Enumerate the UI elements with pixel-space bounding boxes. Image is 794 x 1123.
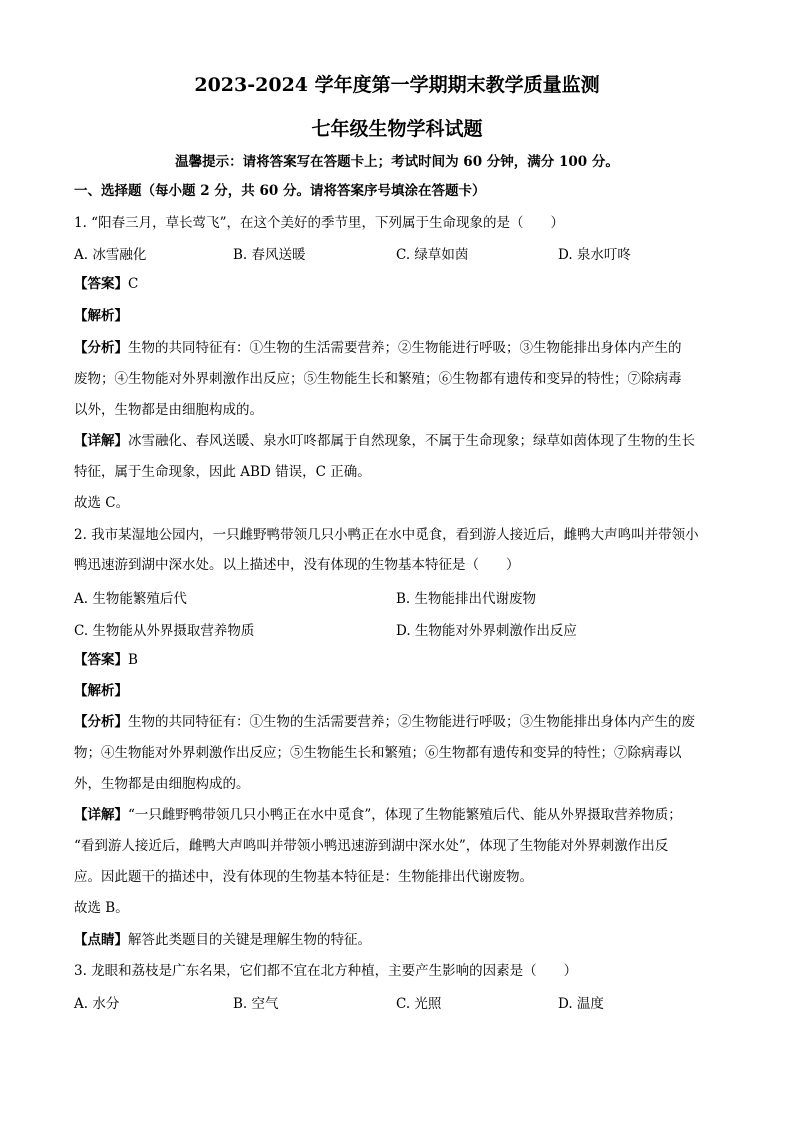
- q2-stem-2: 鸭迅速游到湖中深水处。以上描述中，没有体现的生物基本特征是（ ）: [74, 557, 520, 573]
- q2-fenxi-3: 外，生物都是由细胞构成的。: [74, 776, 250, 792]
- q3-option-d: D. 温度: [558, 996, 604, 1012]
- q2-answer: [74, 650, 722, 670]
- answer-tag: 【答案】: [74, 652, 128, 668]
- q2-xiangjie-2: “看到游人接近后，雌鸭大声鸣叫并带领小鸭迅速游到湖中深水处”，体现了生物能对外界刺激作出反: [74, 838, 669, 854]
- q1-option-d: D. 泉水叮咚: [558, 247, 631, 263]
- q2-stem-1: 2. 我市某湿地公园内，一只雌野鸭带领几只小鸭正在水中觅食，看到游人接近后，雌鸭大声鸣叫并带领小: [74, 527, 699, 543]
- fenxi-tag: 【分析】: [74, 714, 128, 730]
- q1-conclusion: 故选 C。: [74, 495, 130, 511]
- q1-option-a: A. 冰雪融化: [74, 247, 147, 263]
- fenxi-text: 生物的共同特征有：①生物的生活需要营养；②生物能进行呼吸；③生物能排出身体内产生的废: [128, 714, 695, 730]
- q2-xiangjie-3: 应。因此题干的描述中，没有体现的生物基本特征是：生物能排出代谢废物。: [74, 869, 533, 885]
- exam-notice: 温馨提示：请将答案写在答题卡上；考试时间为 60 分钟，满分 100 分。: [175, 154, 619, 170]
- section-heading: 一、选择题（每小题 2 分，共 60 分。请将答案序号填涂在答题卡）: [74, 183, 486, 199]
- q2-xiangjie-1: [74, 805, 722, 825]
- q1-option-b: B. 春风送暖: [233, 247, 306, 263]
- answer-value: C: [128, 276, 139, 292]
- fenxi-text: 生物的共同特征有：①生物的生活需要营养；②生物能进行呼吸；③生物能排出身体内产生的: [128, 340, 682, 356]
- q3-option-c: C. 光照: [396, 996, 442, 1012]
- q3-option-b: B. 空气: [233, 996, 279, 1012]
- q1-fenxi-3: 以外，生物都是由细胞构成的。: [74, 402, 263, 418]
- q2-fenxi-1: [74, 712, 722, 732]
- q1-stem: 1. “阳春三月，草长莺飞”，在这个美好的季节里，下列属于生命现象的是（ ）: [74, 215, 564, 231]
- xiangjie-text: “一只雌野鸭带领几只小鸭正在水中觅食”，体现了生物能繁殖后代、能从外界摄取营养物质；: [128, 807, 682, 823]
- xiangjie-tag: 【详解】: [74, 433, 128, 449]
- q1-xiangjie-2: 特征，属于生命现象，因此 ABD 错误，C 正确。: [74, 464, 371, 480]
- q2-option-d: D. 生物能对外界刺激作出反应: [396, 623, 577, 639]
- xiangjie-text: 冰雪融化、春风送暖、泉水叮咚都属于自然现象，不属于生命现象；绿草如茵体现了生物的生长: [128, 433, 695, 449]
- q1-xiangjie-1: [74, 431, 722, 451]
- q2-option-b: B. 生物能排出代谢废物: [396, 591, 537, 607]
- q2-fenxi-2: 物；④生物能对外界刺激作出反应；⑤生物能生长和繁殖；⑥生物都有遗传和变异的特性；⑦除病毒以: [74, 745, 682, 761]
- q2-option-a: A. 生物能繁殖后代: [74, 591, 187, 607]
- q2-option-c: C. 生物能从外界摄取营养物质: [74, 623, 255, 639]
- q2-analysis-tag: [74, 681, 722, 701]
- q1-fenxi-2: 废物；④生物能对外界刺激作出反应；⑤生物能生长和繁殖；⑥生物都有遗传和变异的特性；⑦除病毒: [74, 371, 682, 387]
- fenxi-tag: 【分析】: [74, 340, 128, 356]
- exam-title: 2023-2024 学年度第一学期期末教学质量监测: [194, 74, 600, 96]
- answer-value: B: [128, 652, 138, 668]
- analysis-tag: 【解析】: [74, 308, 128, 324]
- analysis-tag: 【解析】: [74, 683, 128, 699]
- q2-conclusion: 故选 B。: [74, 900, 129, 916]
- xiangjie-tag: 【详解】: [74, 807, 128, 823]
- q1-option-c: C. 绿草如茵: [396, 247, 469, 263]
- exam-subtitle: 七年级生物学科试题: [311, 118, 483, 140]
- answer-tag: 【答案】: [74, 276, 128, 292]
- dianjing-tag: 【点睛】: [74, 932, 128, 948]
- q2-dianjing: [74, 930, 722, 950]
- q1-analysis-tag: [74, 306, 722, 326]
- q3-stem: 3. 龙眼和荔枝是广东名果，它们都不宜在北方种植，主要产生影响的因素是（ ）: [74, 963, 578, 979]
- q1-fenxi-1: [74, 338, 722, 358]
- dianjing-text: 解答此类题目的关键是理解生物的特征。: [128, 932, 371, 948]
- q3-option-a: A. 水分: [74, 996, 120, 1012]
- q1-answer: [74, 274, 722, 294]
